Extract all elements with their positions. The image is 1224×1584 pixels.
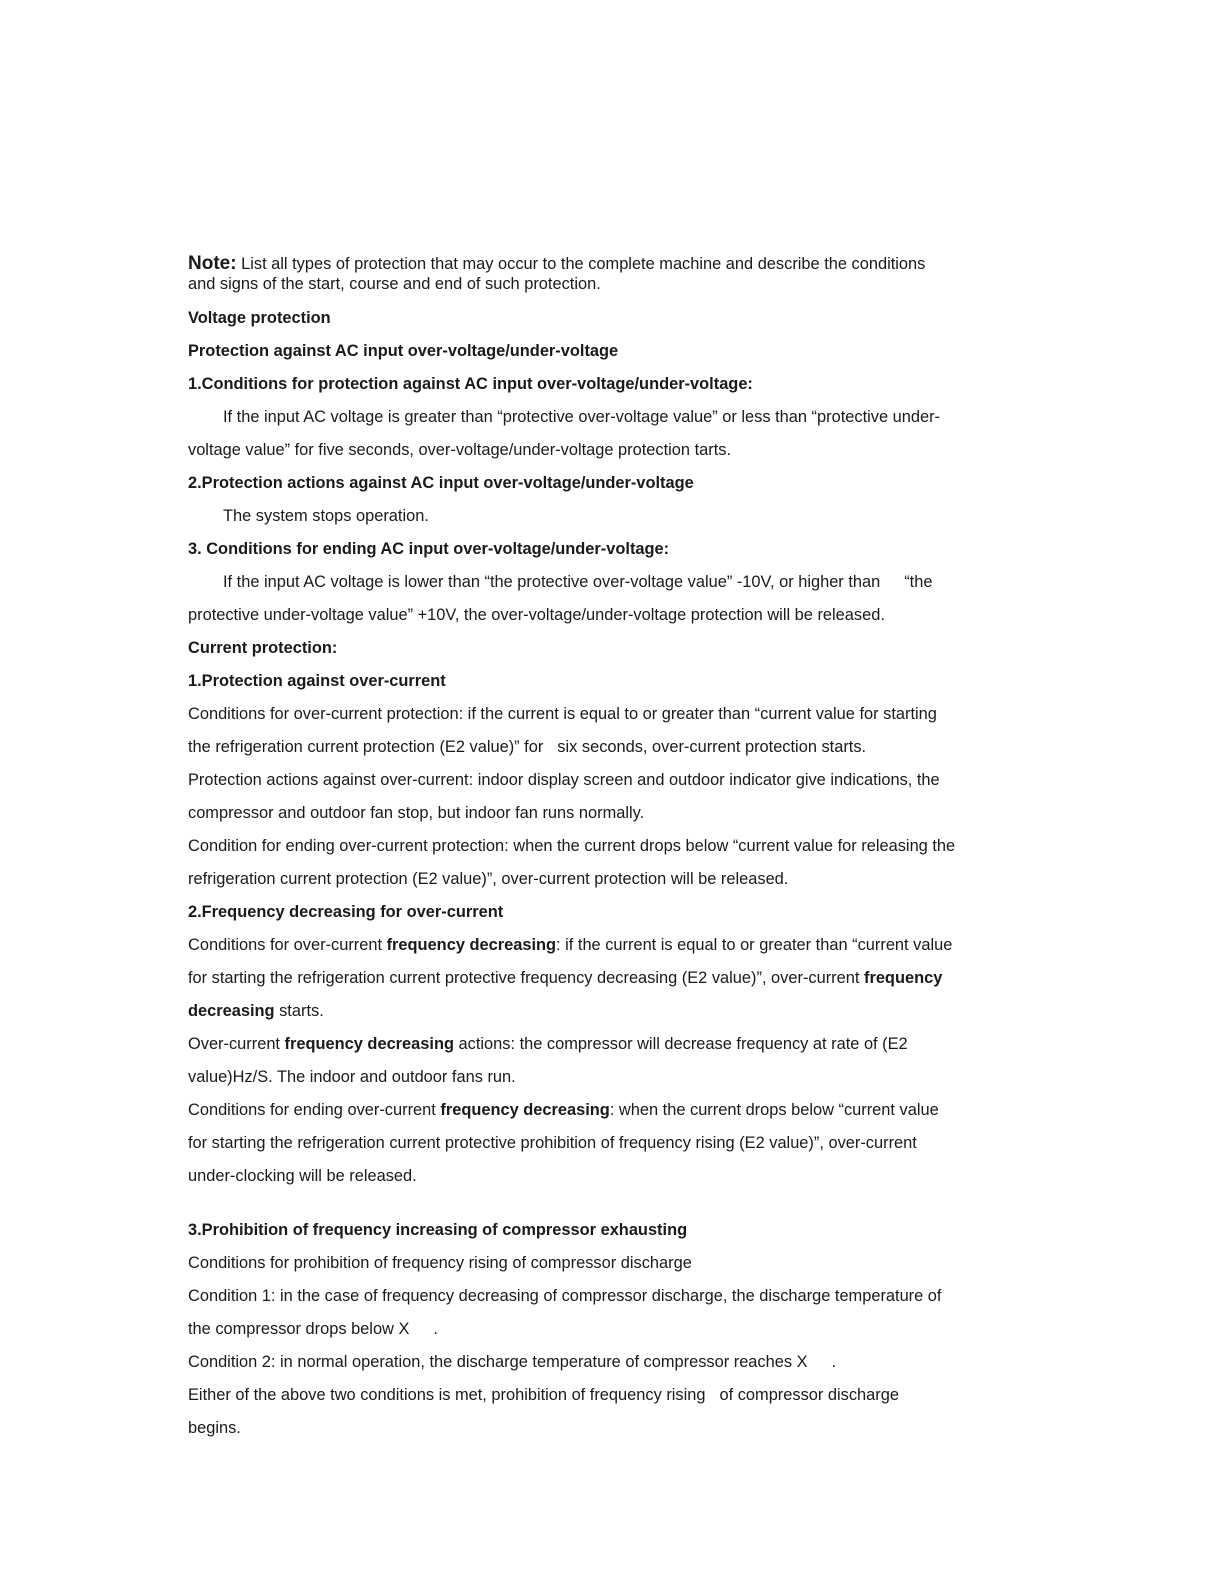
paragraph-freq-cond-a: [188, 929, 1018, 962]
paragraph-freq-actions-a: [188, 1028, 1018, 1061]
paragraph-current-end-a: Condition for ending over-current protection: when the current drops below “current value for releasing the: [188, 837, 956, 855]
heading-current-2: 2.Frequency decreasing for over-current: [188, 903, 504, 921]
bold-term: frequency decreasing: [386, 936, 557, 954]
paragraph-voltage-3a-part2: “the: [904, 573, 933, 591]
heading-current-1: 1.Protection against over-current: [188, 672, 446, 690]
text-fragment: Condition 2: in normal operation, the discharge temperature of compressor reaches X: [188, 1353, 808, 1371]
paragraph-current-1b: [188, 731, 1018, 764]
paragraph-freq-end-b: for starting the refrigeration current protective prohibition of frequency rising (E2 value)”, over-current: [188, 1134, 917, 1152]
text-fragment: the compressor drops below X: [188, 1320, 410, 1338]
paragraph-current-1a: Conditions for over-current protection: if the current is equal to or greater than “current value for starting: [188, 705, 937, 723]
heading-current-3: 3.Prohibition of frequency increasing of compressor exhausting: [188, 1221, 688, 1239]
heading-voltage-2: 2.Protection actions against AC input over-voltage/under-voltage: [188, 474, 694, 492]
section-title-current: Current protection:: [188, 639, 338, 657]
paragraph-either-condition: [188, 1379, 1018, 1412]
paragraph-freq-end-c: under-clocking will be released.: [188, 1167, 417, 1185]
paragraph-begins: begins.: [188, 1419, 241, 1437]
paragraph-condition-1a: Condition 1: in the case of frequency decreasing of compressor discharge, the discharge temperature of: [188, 1287, 942, 1305]
note-text-1: List all types of protection that may occur to the complete machine and describe the conditions: [236, 255, 926, 273]
note-line-2: and signs of the start, course and end of such protection.: [188, 275, 601, 293]
text-fragment: actions: the compressor will decrease frequency at rate of (E2: [453, 1035, 908, 1053]
paragraph-current-1b-part2: six seconds, over-current protection starts.: [557, 738, 867, 756]
paragraph-current-end-b: refrigeration current protection (E2 value)”, over-current protection will be released.: [188, 870, 789, 888]
note-label: Note:: [188, 253, 237, 274]
text-fragment: for starting the refrigeration current protective frequency decreasing (E2 value)”, over-current: [188, 969, 864, 987]
paragraph-voltage-1a: If the input AC voltage is greater than “protective over-voltage value” or less than “protective under-: [223, 408, 941, 426]
spacer: [188, 1193, 1018, 1214]
bold-term: frequency decreasing: [284, 1035, 454, 1053]
paragraph-voltage-3b: protective under-voltage value” +10V, the over-voltage/under-voltage protection will be released.: [188, 606, 885, 624]
paragraph-freq-actions-b: value)Hz/S. The indoor and outdoor fans run.: [188, 1068, 516, 1086]
paragraph-voltage-1b: voltage value” for five seconds, over-voltage/under-voltage protection tarts.: [188, 441, 732, 459]
paragraph-current-actions-a: Protection actions against over-current: indoor display screen and outdoor indicator give indications, the: [188, 771, 940, 789]
text-fragment: Conditions for ending over-current: [188, 1101, 441, 1119]
text-fragment: Conditions for over-current: [188, 936, 387, 954]
paragraph-condition-1b: [188, 1313, 1018, 1346]
bold-term: frequency decreasing: [440, 1101, 610, 1119]
text-fragment: .: [831, 1353, 837, 1371]
paragraph-freq-cond-b: [188, 962, 1018, 995]
text-fragment: : if the current is equal to or greater than “current value: [556, 936, 953, 954]
subsection-title-ac-input: Protection against AC input over-voltage/under-voltage: [188, 342, 619, 360]
paragraph-freq-end-a: [188, 1094, 1018, 1127]
paragraph-voltage-2: The system stops operation.: [223, 507, 429, 525]
heading-voltage-1: 1.Conditions for protection against AC input over-voltage/under-voltage:: [188, 375, 753, 393]
text-fragment: starts.: [274, 1002, 324, 1020]
bold-term: frequency: [863, 969, 943, 987]
text-fragment: Over-current: [188, 1035, 285, 1053]
paragraph-freq-cond-c: [188, 995, 1018, 1028]
paragraph-voltage-3a: [188, 566, 1018, 599]
text-fragment: .: [433, 1320, 438, 1338]
text-fragment: : when the current drops below “current value: [609, 1101, 939, 1119]
section-title-voltage: Voltage protection: [188, 309, 331, 327]
paragraph-current-actions-b: compressor and outdoor fan stop, but indoor fan runs normally.: [188, 804, 645, 822]
document-page: [188, 253, 1018, 1445]
text-fragment: of compressor discharge: [719, 1386, 899, 1404]
paragraph-current-1b-part1: the refrigeration current protection (E2 value)” for: [188, 738, 544, 756]
paragraph-prohibition-conditions: Conditions for prohibition of frequency rising of compressor discharge: [188, 1254, 692, 1272]
bold-term: decreasing: [188, 1002, 275, 1020]
note-line-1: [188, 253, 1018, 274]
paragraph-voltage-3a-part1: If the input AC voltage is lower than “the protective over-voltage value” -10V, or higher than: [223, 573, 881, 591]
paragraph-condition-2: [188, 1346, 1018, 1379]
heading-voltage-3: 3. Conditions for ending AC input over-voltage/under-voltage:: [188, 540, 670, 558]
text-fragment: Either of the above two conditions is met, prohibition of frequency rising: [188, 1386, 706, 1404]
note-block: [188, 253, 1018, 295]
